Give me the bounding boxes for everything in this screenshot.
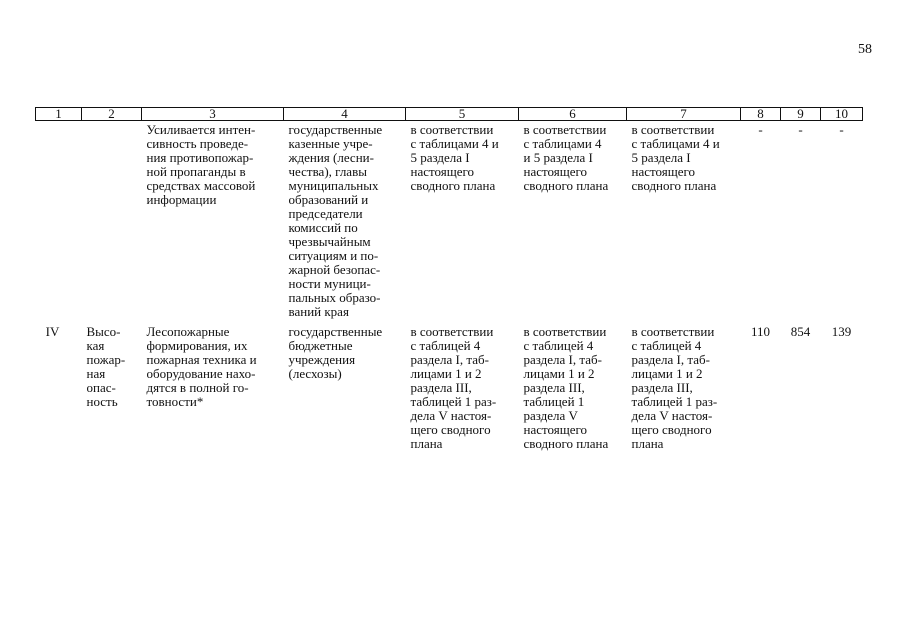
cell-reference-6: в соответствии с таблицей 4 раздела I, таб- лицами 1 и 2 раздела III, таблицей 1 раздела V настоящего сводного плана (523, 324, 609, 451)
cell-value-9: 854 (790, 324, 811, 339)
column-header-9: 9 (781, 108, 821, 121)
cell-value-8: 110 (750, 324, 771, 339)
cell-fire-danger-level: Высо- кая пожар- ная опас- ность (86, 324, 126, 409)
cell-fire-class (36, 121, 82, 320)
cell-measures: Усиливается интен- сивность проведе- ния противопожар- ной пропаганды в средствах массовой информации (146, 122, 256, 207)
column-header-4: 4 (284, 108, 406, 121)
cell-value-9: - (798, 122, 803, 137)
cell-reference-6: в соответствии с таблицами 4 и 5 раздела I настоящего сводного плана (523, 122, 609, 193)
cell-responsible: государственные бюджетные учреждения (лесхозы) (288, 324, 383, 381)
column-header-8: 8 (741, 108, 781, 121)
cell-measures: Лесопожарные формирования, их пожарная техника и оборудование нахо- дятся в полной го- товности* (146, 324, 257, 409)
cell-reference-7: в соответствии с таблицей 4 раздела I, таб- лицами 1 и 2 раздела III, таблицей 1 раз- дела V настоя- щего сводного плана (631, 324, 718, 451)
cell-value-8: - (758, 122, 763, 137)
column-header-10: 10 (821, 108, 863, 121)
cell-reference-7: в соответствии с таблицами 4 и 5 раздела I настоящего сводного плана (631, 122, 720, 193)
fire-plan-table (35, 107, 863, 451)
cell-reference-5: в соответствии с таблицами 4 и 5 раздела I настоящего сводного плана (410, 122, 499, 193)
column-header-7: 7 (627, 108, 741, 121)
column-header-3: 3 (142, 108, 284, 121)
header-row (36, 108, 863, 121)
page-number: 58 (858, 42, 872, 57)
cell-value-10: - (839, 122, 844, 137)
cell-fire-class: IV (45, 324, 60, 339)
table-row (36, 121, 863, 320)
column-header-1: 1 (36, 108, 82, 121)
column-header-5: 5 (406, 108, 519, 121)
table-row (36, 319, 863, 451)
cell-value-10: 139 (831, 324, 852, 339)
column-header-6: 6 (519, 108, 627, 121)
cell-responsible: государственные казенные учре- ждения (лесни- чества), главы муниципальных образований и председатели комиссий по чрезвычайным ситуациям и по- жарной безопас- ности муници- пальных образо- ваний края (288, 122, 383, 319)
cell-reference-5: в соответствии с таблицей 4 раздела I, таб- лицами 1 и 2 раздела III, таблицей 1 раз- дела V настоя- щего сводного плана (410, 324, 497, 451)
cell-fire-danger-level (82, 121, 142, 320)
column-header-2: 2 (82, 108, 142, 121)
